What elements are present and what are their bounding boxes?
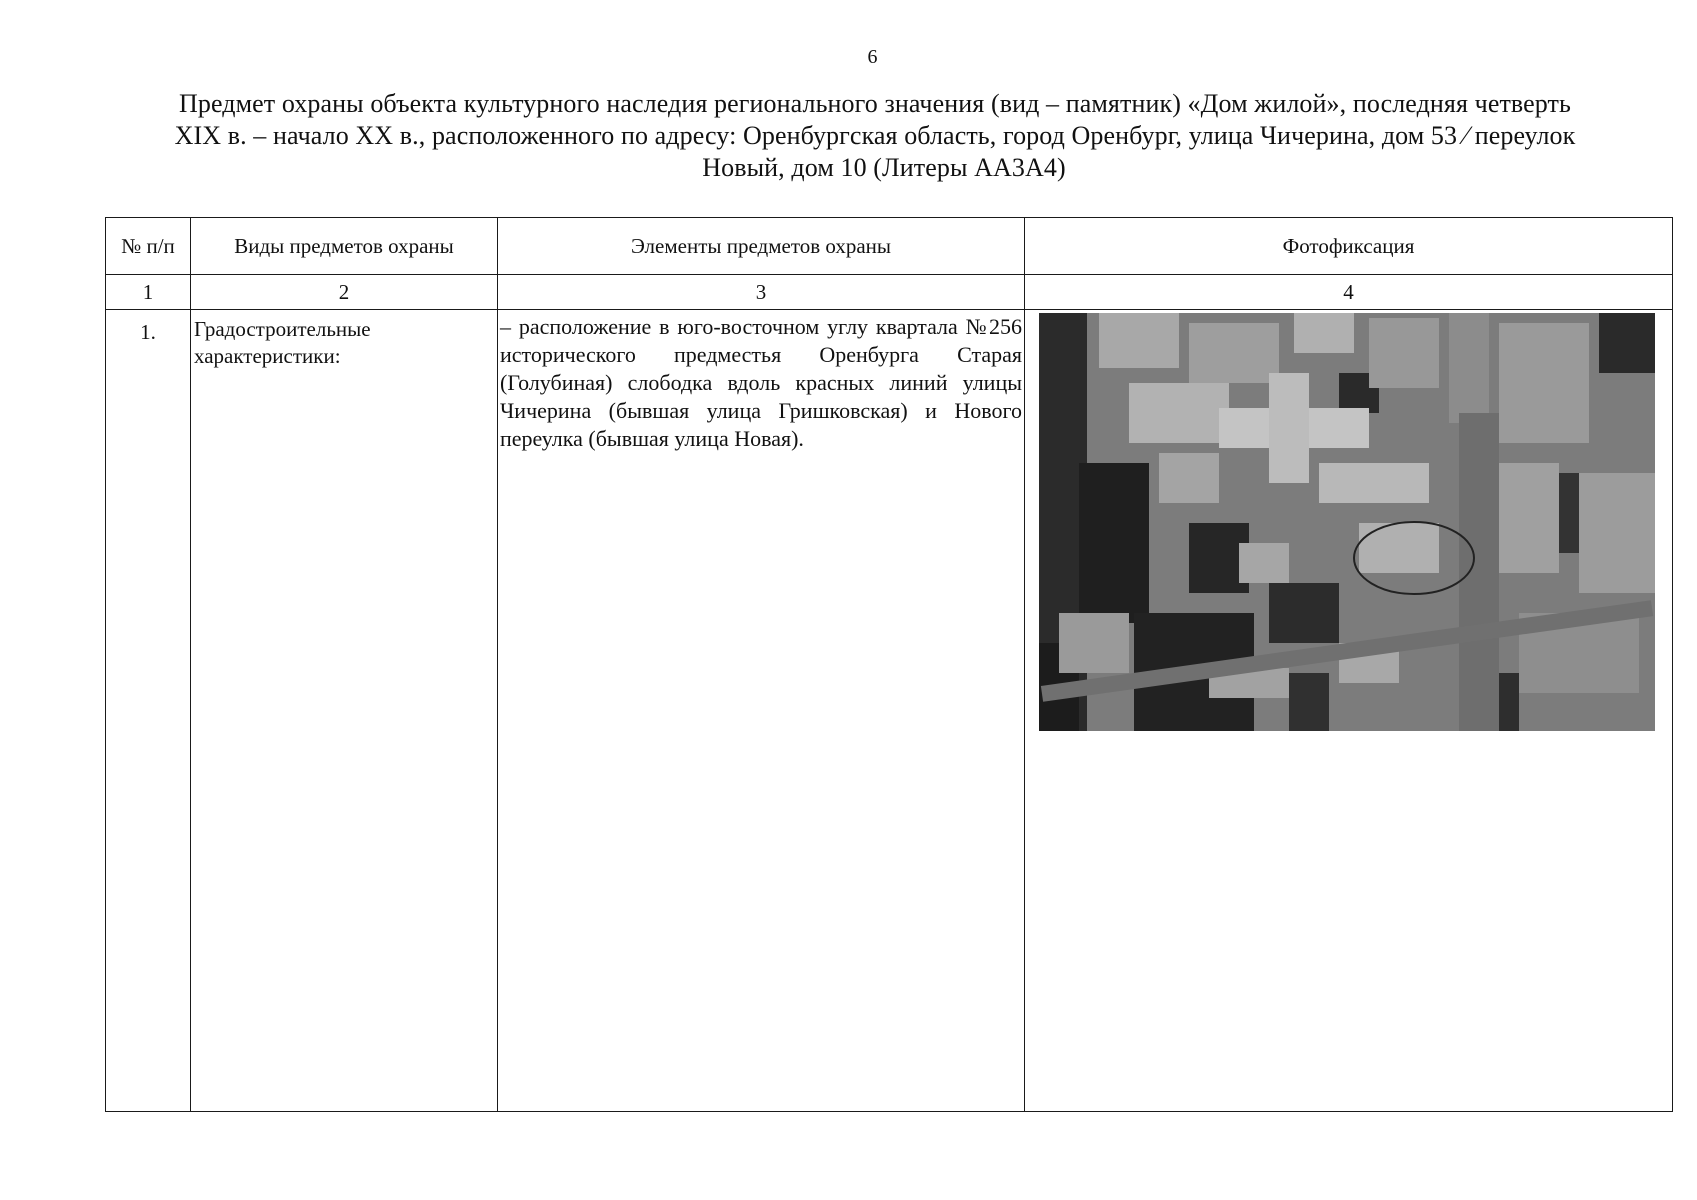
row-number-cell (106, 310, 191, 1112)
header-elements: Элементы предметов охраны (498, 218, 1025, 275)
page-number: 6 (867, 46, 878, 68)
header-photo: Фотофиксация (1025, 218, 1673, 275)
document-title (105, 88, 1645, 184)
row-elements-cell (498, 310, 1025, 1112)
table-row (106, 310, 1673, 1112)
title-line-3: Новый, дом 10 (Литеры АА3А4) (702, 153, 1066, 182)
column-number-1: 1 (106, 275, 191, 310)
row-photo-cell (1025, 310, 1673, 1112)
column-number-4: 4 (1025, 275, 1673, 310)
row-kind-cell (191, 310, 498, 1112)
header-kinds: Виды предметов охраны (191, 218, 498, 275)
row-kind: Градостроительные характеристики: (194, 317, 371, 368)
aerial-photo (1039, 313, 1655, 731)
header-num: № п/п (106, 218, 191, 275)
row-elements: – расположение в юго-восточном углу квартала №256 исторического предместья Оренбурга Старая (Голубиная) слободка вдоль красных линий улицы Чичерина (бывшая улица Гришковская) и Нового переулка (бывшая улица Новая). (500, 314, 1022, 451)
column-number-row (106, 275, 1673, 310)
column-number-3: 3 (498, 275, 1025, 310)
protection-table (105, 217, 1673, 1112)
column-number-2: 2 (191, 275, 498, 310)
row-number: 1. (140, 320, 156, 344)
title-line-1: Предмет охраны объекта культурного наследия регионального значения (вид – памятник) «Дом жилой», последняя четверть (179, 89, 1571, 118)
title-line-2: XIX в. – начало XX в., расположенного по адресу: Оренбургская область, город Оренбург, улица Чичерина, дом 53 ⁄ переулок (174, 121, 1576, 150)
table-header-row (106, 218, 1673, 275)
